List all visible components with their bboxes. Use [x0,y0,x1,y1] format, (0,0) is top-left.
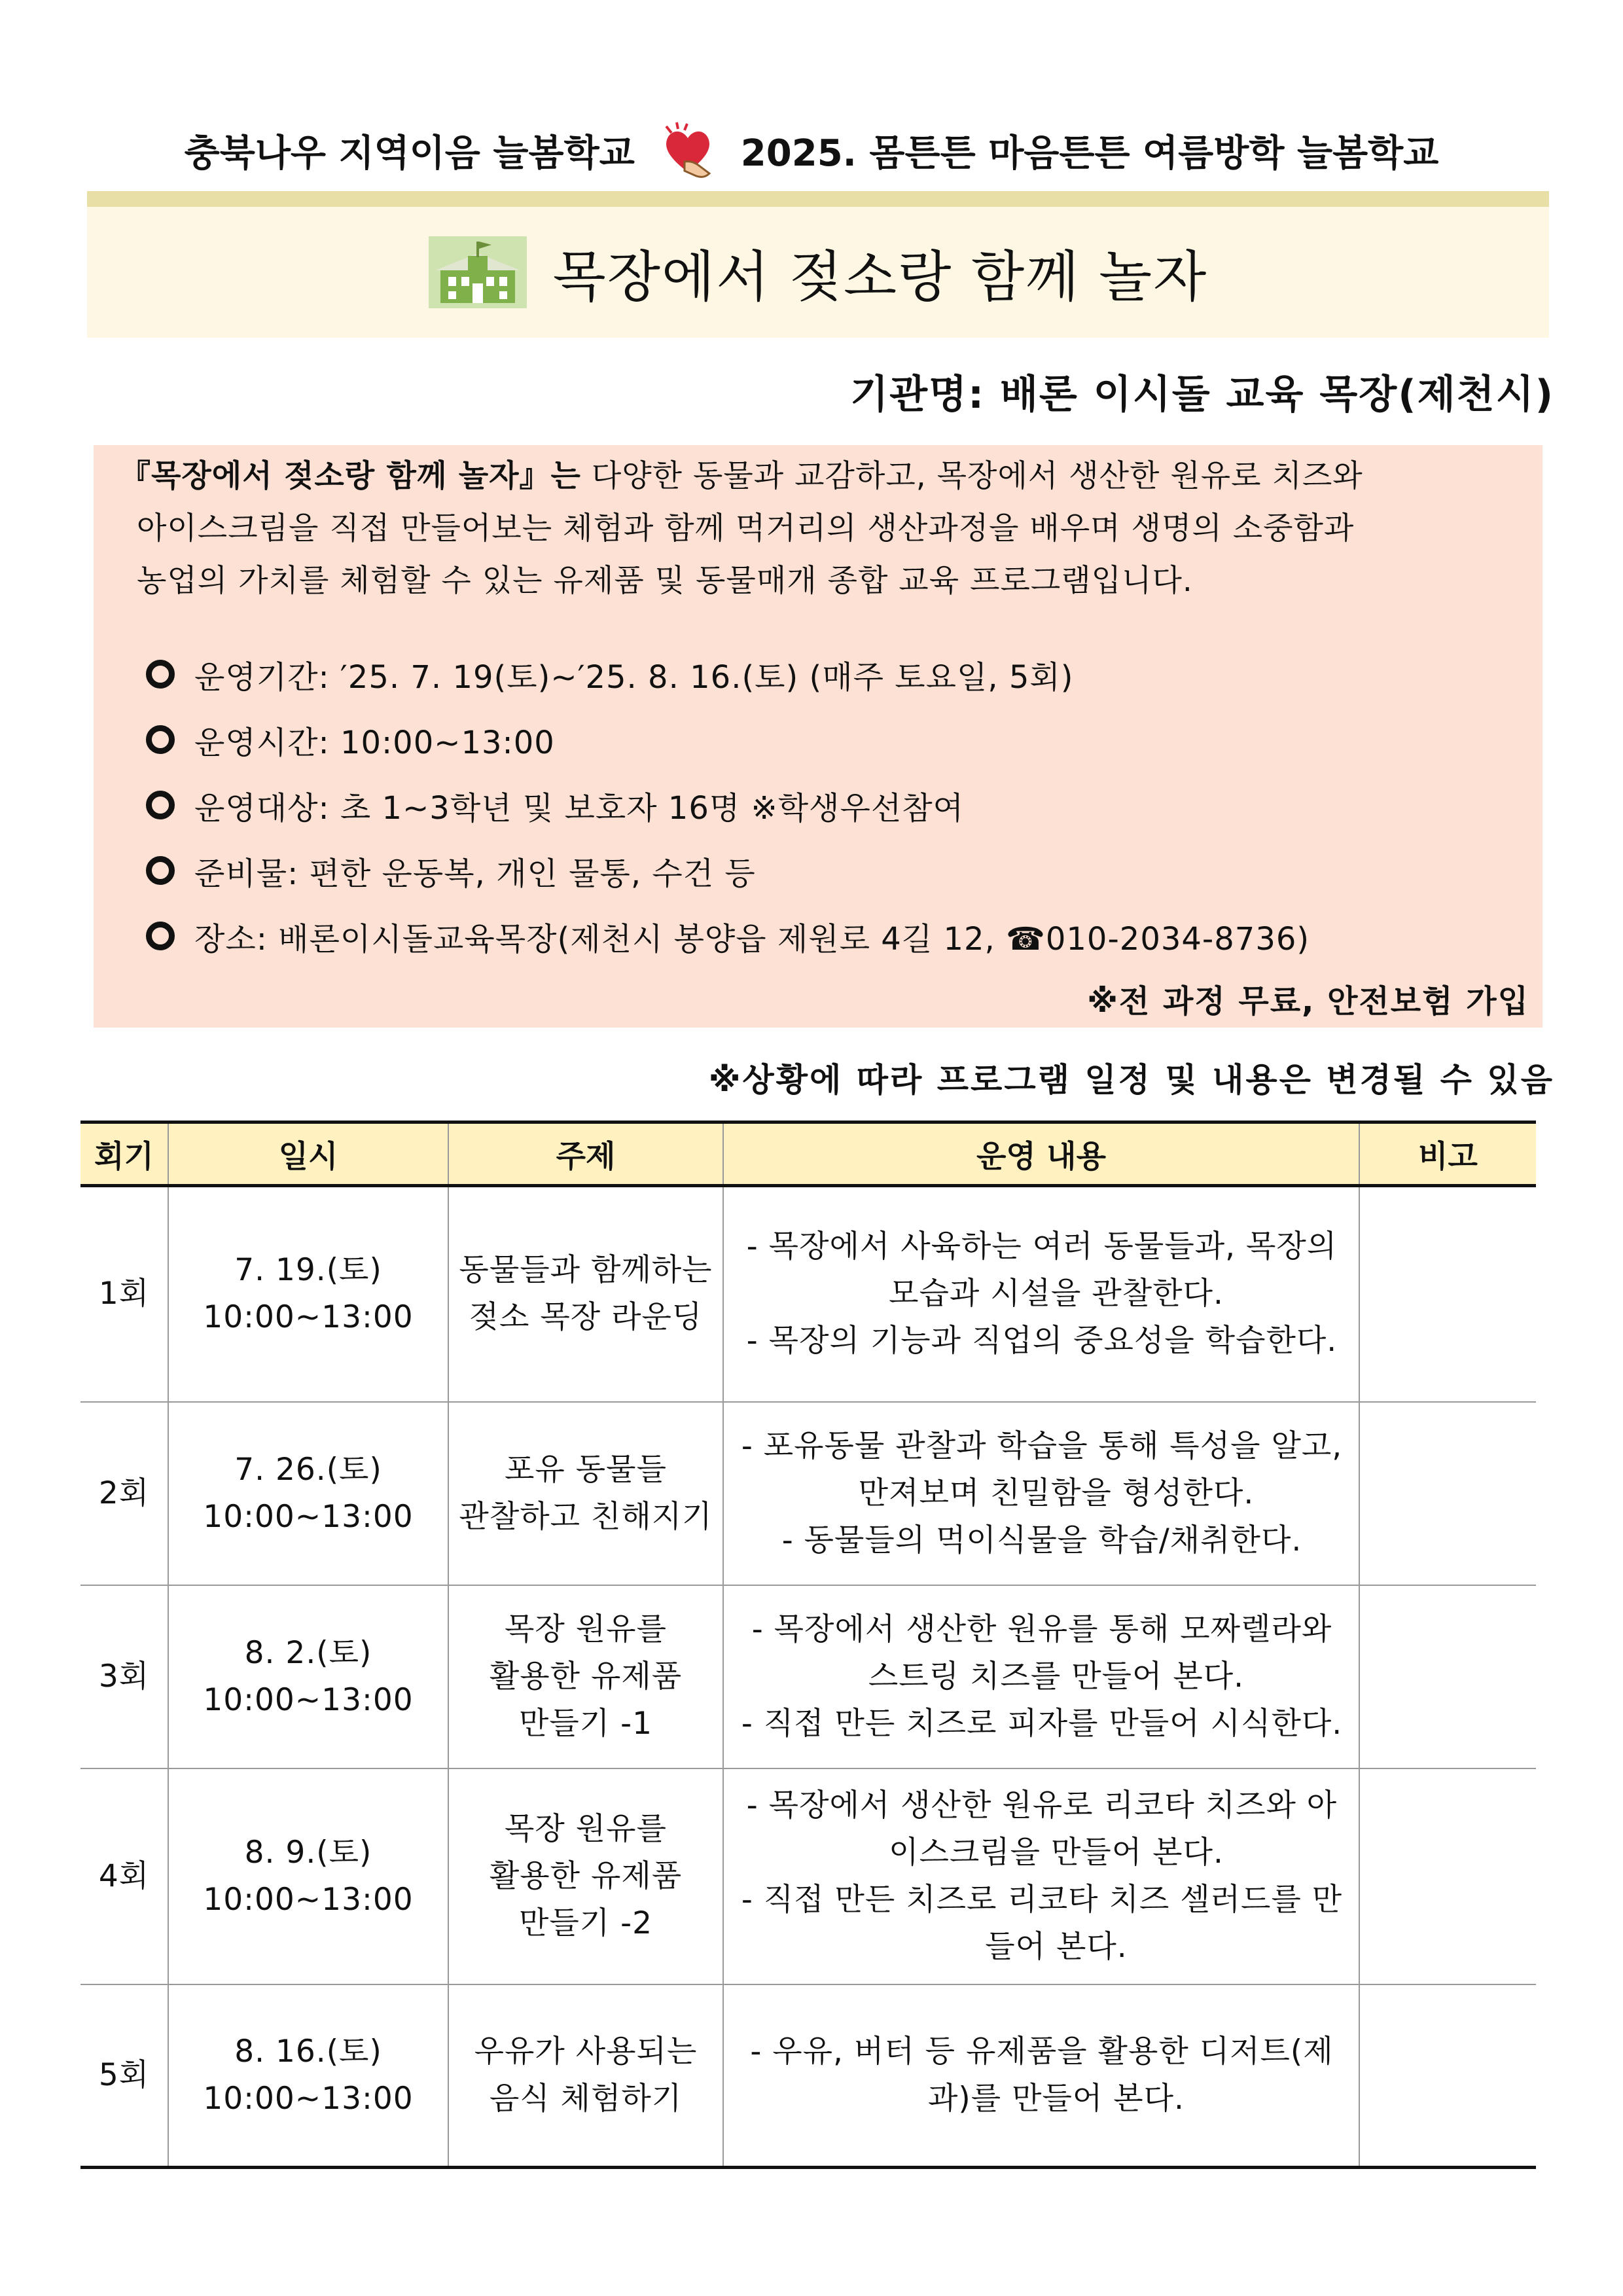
date-cell: 7. 19.(토) 10:00~13:00 [168,1186,448,1402]
bullet-circle-icon [146,725,175,754]
date-cell: 7. 26.(토) 10:00~13:00 [168,1402,448,1585]
date-cell: 8. 2.(토) 10:00~13:00 [168,1585,448,1768]
session-cell: 2회 [80,1402,168,1585]
intro-paragraph [120,450,1507,607]
content-cell: - 목장에서 생산한 원유를 통해 모짜렐라와 스트링 치즈를 만들어 본다. - 직접 만든 치즈로 피자를 만들어 시식한다. [723,1585,1359,1768]
content-cell: - 목장에서 사육하는 여러 동물들과, 목장의 모습과 시설을 관찰한다. - 목장의 기능과 직업의 중요성을 학습한다. [723,1186,1359,1402]
table-row [80,1585,1536,1768]
note-cell [1359,1585,1536,1768]
header [0,115,1623,187]
intro-line-3: 농업의 가치를 체험할 수 있는 유제품 및 동물매개 종합 교육 프로그램입니다. [137,563,1193,599]
topic-cell: 목장 원유를 활용한 유제품 만들기 -2 [448,1768,723,1984]
program-info-box [94,445,1543,1028]
session-cell: 4회 [80,1768,168,1984]
school-building-icon [429,236,527,308]
date-cell: 8. 9.(토) 10:00~13:00 [168,1768,448,1984]
col-header-date: 일시 [168,1122,448,1186]
page-title: 목장에서 젖소랑 함께 놀자 [552,244,1208,309]
topic-cell: 동물들과 함께하는 젖소 목장 라운딩 [448,1186,723,1402]
topic-cell: 목장 원유를 활용한 유제품 만들기 -1 [448,1585,723,1768]
table-row [80,1768,1536,1984]
col-header-content: 운영 내용 [723,1122,1359,1186]
content-cell: - 포유동물 관찰과 학습을 통해 특성을 알고, 만져보며 친밀함을 형성한다. - 동물들의 먹이식물을 학습/채취한다. [723,1402,1359,1585]
bullet-circle-icon [146,922,175,950]
free-notice: ※전 과정 무료, 안전보험 가입 [1087,983,1529,1020]
header-right-text: 2025. 몸튼튼 마음튼튼 여름방학 늘봄학교 [740,132,1439,175]
content-cell: - 우유, 버터 등 유제품을 활용한 디저트(제과)를 만들어 본다. [723,1984,1359,2168]
change-notice: ※상황에 따라 프로그램 일정 및 내용은 변경될 수 있음 [708,1061,1554,1099]
col-header-session: 회기 [80,1122,168,1186]
detail-location: 장소: 배론이시돌교육목장(제천시 봉양읍 제원로 4길 12, ☎010-2034-8736) [146,903,1310,969]
note-cell [1359,1186,1536,1402]
intro-line-1: 다양한 동물과 교감하고, 목장에서 생산한 원유로 치즈와 [580,458,1363,494]
session-cell: 1회 [80,1186,168,1402]
detail-target: 운영대상: 초 1~3학년 및 보호자 16명 ※학생우선참여 [146,772,1310,838]
topic-cell: 우유가 사용되는 음식 체험하기 [448,1984,723,2168]
program-details-list [146,641,1310,969]
title-top-bar [87,191,1549,207]
detail-supplies: 준비물: 편한 운동복, 개인 물통, 수건 등 [146,838,1310,903]
detail-time: 운영시간: 10:00~13:00 [146,707,1310,772]
content-cell: - 목장에서 생산한 원유로 리코타 치즈와 아이스크림을 만들어 본다. - 직접 만든 치즈로 리코타 치즈 셀러드를 만들어 본다. [723,1768,1359,1984]
header-left-text: 충북나우 지역이음 늘봄학교 [184,132,635,175]
col-header-topic: 주제 [448,1122,723,1186]
table-row [80,1186,1536,1402]
table-row [80,1984,1536,2168]
title-banner [87,207,1549,338]
organization-name: 기관명: 배론 이시돌 교육 목장(제천시) [850,372,1554,418]
detail-period: 운영기간: ′25. 7. 19(토)~′25. 8. 16.(토) (매주 토요일, 5회) [146,641,1310,707]
bullet-circle-icon [146,791,175,819]
session-cell: 3회 [80,1585,168,1768]
intro-program-name: 『목장에서 젖소랑 함께 놀자』는 [120,458,581,494]
intro-line-2: 아이스크림을 직접 만들어보는 체험과 함께 먹거리의 생산과정을 배우며 생명의 소중함과 [137,511,1355,547]
schedule-table [80,1121,1536,2169]
session-cell: 5회 [80,1984,168,2168]
col-header-note: 비고 [1359,1122,1536,1186]
note-cell [1359,1984,1536,2168]
date-cell: 8. 16.(토) 10:00~13:00 [168,1984,448,2168]
note-cell [1359,1768,1536,1984]
bullet-circle-icon [146,660,175,689]
bullet-circle-icon [146,856,175,885]
topic-cell: 포유 동물들 관찰하고 친해지기 [448,1402,723,1585]
heart-hand-icon [658,121,717,180]
table-header-row [80,1122,1536,1186]
note-cell [1359,1402,1536,1585]
table-row [80,1402,1536,1585]
